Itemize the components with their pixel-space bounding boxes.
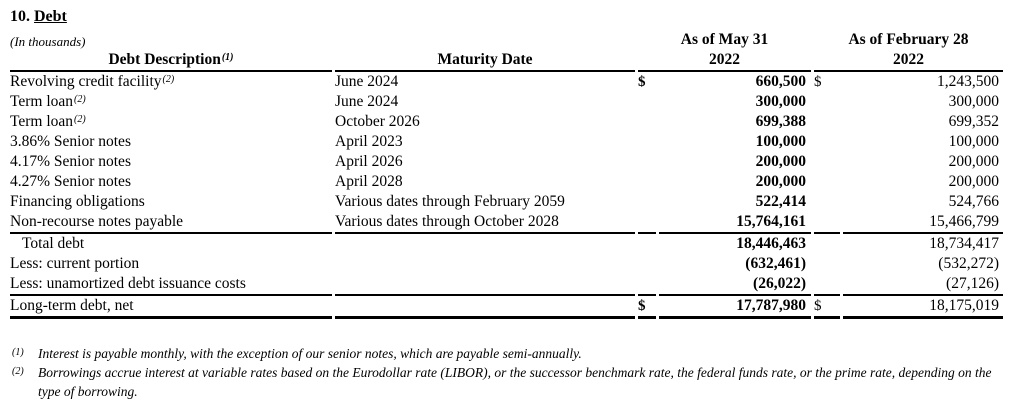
debt-table	[7, 28, 1006, 319]
maturity-date-cell: June 2024	[335, 93, 399, 110]
debt-description-cell	[10, 92, 332, 112]
maturity-date-cell: Various dates through February 2059	[335, 193, 565, 210]
table-row	[10, 212, 1003, 234]
units-note: (In thousands)	[10, 34, 86, 49]
debt-description-text: Non-recourse notes payable	[10, 213, 184, 230]
debt-description-text: Term loan	[10, 113, 74, 130]
table-row	[10, 112, 1003, 132]
section-number: 10.	[10, 8, 30, 25]
footnote-1-marker: (1)	[12, 347, 24, 358]
debt-description-text: 4.27% Senior notes	[10, 173, 131, 190]
debt-description-text: 4.17% Senior notes	[10, 153, 131, 170]
table-row	[10, 192, 1003, 212]
dollar-sign-feb	[814, 92, 840, 112]
footnote-2-marker: (2)	[12, 366, 24, 377]
dollar-sign-may: $	[638, 296, 656, 319]
feb-28-value: 200,000	[948, 153, 999, 170]
dollar-sign-may	[638, 234, 656, 254]
footnote-ref-2: (2)	[162, 74, 175, 85]
feb-28-value: (532,272)	[938, 255, 999, 272]
debt-description-cell	[10, 152, 332, 172]
dollar-sign-feb	[814, 274, 840, 296]
debt-description-text: Long-term debt, net	[10, 297, 134, 314]
dollar-sign-feb	[814, 112, 840, 132]
dollar-sign-feb	[814, 234, 840, 254]
table-row	[10, 92, 1003, 112]
footnote-1	[10, 344, 1016, 363]
as-of-february-28-line1: As of February 28	[848, 31, 969, 48]
may-31-value: 699,388	[755, 113, 806, 130]
table-row	[10, 234, 1003, 254]
may-31-value: 660,500	[755, 73, 806, 90]
dollar-sign-may	[638, 274, 656, 296]
may-31-value: 17,787,980	[659, 296, 811, 319]
as-of-february-28-line2: 2022	[893, 51, 924, 68]
feb-28-value: 18,175,019	[843, 296, 1003, 319]
feb-28-value: 524,766	[948, 193, 999, 210]
dollar-sign-may	[638, 152, 656, 172]
maturity-date-cell: April 2023	[335, 133, 403, 150]
table-row	[10, 152, 1003, 172]
maturity-date-cell	[335, 296, 635, 319]
debt-description-cell	[10, 112, 332, 132]
feb-28-value: 100,000	[948, 133, 999, 150]
as-of-may-31-line2: 2022	[709, 51, 740, 68]
debt-description-cell	[10, 172, 332, 192]
may-31-value: (632,461)	[745, 255, 806, 272]
debt-description-cell	[10, 234, 332, 254]
debt-description-cell	[10, 254, 332, 274]
debt-description-cell	[10, 296, 332, 319]
may-31-value: 522,414	[755, 193, 806, 210]
feb-28-value: 699,352	[948, 113, 999, 130]
dollar-sign-may	[638, 212, 656, 234]
debt-description-cell	[10, 72, 332, 92]
footnote-ref-1: (1)	[221, 52, 234, 63]
dollar-sign-may	[638, 172, 656, 192]
table-header	[10, 28, 1003, 72]
header-row	[10, 28, 1003, 72]
debt-description-text: Revolving credit facility	[10, 73, 162, 90]
table-row-total	[10, 296, 1003, 319]
footnote-2	[10, 363, 1016, 401]
debt-description-cell	[10, 212, 332, 234]
debt-description-text: Financing obligations	[10, 193, 145, 210]
debt-description-cell	[10, 192, 332, 212]
may-31-value: 15,764,161	[659, 212, 811, 234]
dollar-sign-may	[638, 112, 656, 132]
table-row	[10, 274, 1003, 296]
feb-28-value: (27,126)	[843, 274, 1003, 296]
feb-28-value: 15,466,799	[843, 212, 1003, 234]
dollar-sign-feb	[814, 172, 840, 192]
as-of-may-31-header	[638, 28, 811, 72]
may-31-value: 100,000	[755, 133, 806, 150]
may-31-value: 200,000	[755, 173, 806, 190]
maturity-date-cell	[335, 234, 635, 254]
maturity-date-cell: October 2026	[335, 113, 420, 130]
as-of-february-28-header	[814, 28, 1003, 72]
may-31-value: 18,446,463	[736, 235, 806, 252]
dollar-sign-may: $	[638, 74, 646, 90]
feb-28-value: 300,000	[948, 93, 999, 110]
maturity-date-cell: Various dates through October 2028	[335, 212, 635, 234]
maturity-date-cell	[335, 274, 635, 296]
debt-description-text: Term loan	[10, 93, 74, 110]
maturity-date-cell	[335, 254, 635, 274]
debt-description-text: 3.86% Senior notes	[10, 133, 131, 150]
dollar-sign-feb: $	[814, 296, 840, 319]
dollar-sign-feb: $	[814, 74, 822, 90]
table-row	[10, 172, 1003, 192]
dollar-sign-may	[638, 92, 656, 112]
dollar-sign-may	[638, 254, 656, 274]
table-row	[10, 254, 1003, 274]
may-31-value: (26,022)	[659, 274, 811, 296]
debt-description-cell	[10, 274, 332, 296]
feb-28-value: 200,000	[948, 173, 999, 190]
feb-28-value: 18,734,417	[929, 235, 999, 252]
maturity-date-cell: April 2026	[335, 153, 403, 170]
table-row	[10, 132, 1003, 152]
dollar-sign-feb	[814, 152, 840, 172]
maturity-date-cell: April 2028	[335, 173, 403, 190]
dollar-sign-feb	[814, 132, 840, 152]
debt-description-header-label	[10, 50, 332, 70]
dollar-sign-feb	[814, 212, 840, 234]
maturity-date-header: Maturity Date	[335, 28, 635, 72]
may-31-value: 300,000	[755, 93, 806, 110]
may-31-value: 200,000	[755, 153, 806, 170]
footnote-ref-2: (2)	[74, 114, 86, 125]
section-title-text: Debt	[34, 8, 67, 25]
table-row	[10, 72, 1003, 92]
feb-28-value: 1,243,500	[937, 73, 999, 90]
debt-description-text: Less: unamortized debt issuance costs	[10, 275, 246, 292]
dollar-sign-feb	[814, 192, 840, 212]
footnotes-section	[10, 344, 1016, 401]
debt-description-header-text: Debt Description	[108, 51, 221, 68]
table-body	[10, 72, 1003, 319]
debt-description-text: Less: current portion	[10, 255, 140, 272]
footnote-2-text: Borrowings accrue interest at variable rates based on the Eurodollar rate (LIBOR), or the successor benchmark rate, the federal funds rate, or the prime rate, depending on the type of borrowing.	[38, 365, 992, 399]
dollar-sign-may	[638, 132, 656, 152]
maturity-date-cell: June 2024	[335, 73, 399, 90]
debt-description-cell	[10, 132, 332, 152]
dollar-sign-feb	[814, 254, 840, 274]
footnote-ref-2: (2)	[74, 94, 86, 105]
as-of-may-31-line1: As of May 31	[680, 31, 769, 48]
debt-description-text: Total debt	[22, 235, 85, 252]
page-title	[10, 7, 1016, 27]
dollar-sign-may	[638, 192, 656, 212]
debt-description-header	[10, 28, 332, 72]
footnote-1-text: Interest is payable monthly, with the exception of our senior notes, which are payable semi-annually.	[38, 346, 582, 361]
